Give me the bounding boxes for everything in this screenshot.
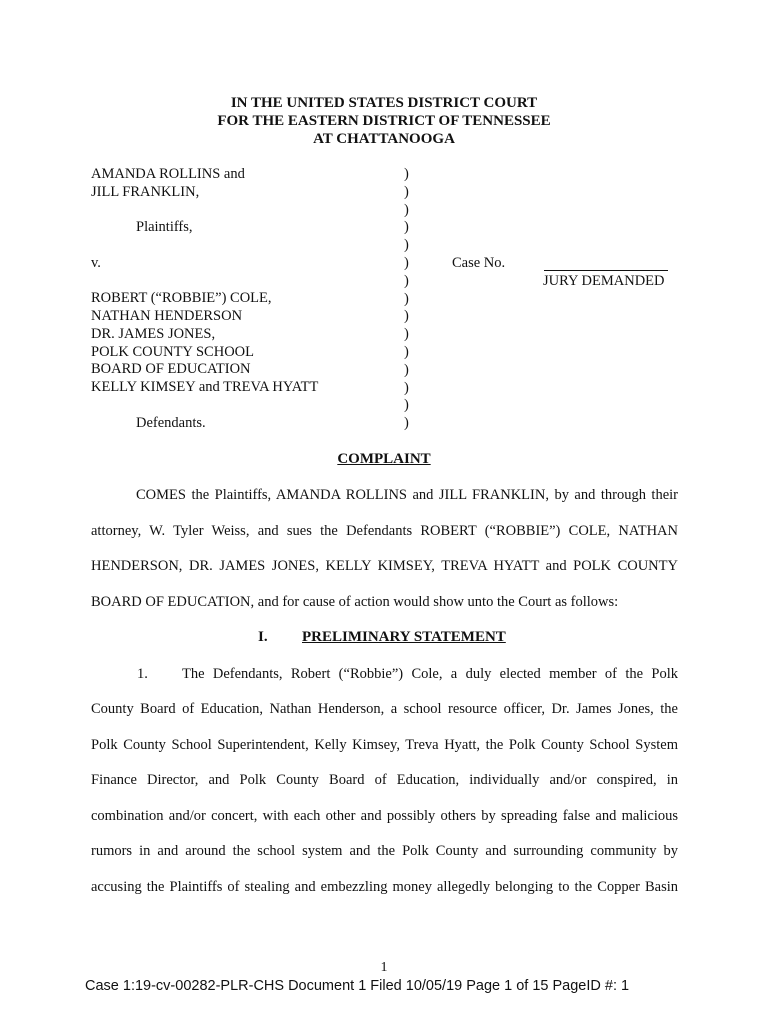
caption-paren: ) [404, 290, 409, 307]
paragraph-line-6: rumors in and around the school system and the Polk County and surrounding community by [91, 843, 678, 859]
court-name-line3: AT CHATTANOOGA [313, 131, 455, 147]
intro-line-4: BOARD OF EDUCATION, and for cause of action would show unto the Court as follows: [91, 594, 619, 610]
defendant-name-5: BOARD OF EDUCATION [91, 361, 251, 377]
section-title: PRELIMINARY STATEMENT [302, 629, 506, 645]
versus: v. [91, 255, 101, 271]
caption-paren: ) [404, 272, 409, 289]
caption-paren: ) [404, 166, 409, 182]
defendant-name-3: DR. JAMES JONES, [91, 326, 216, 342]
caption-paren: ) [404, 237, 409, 254]
court-name-line2: FOR THE EASTERN DISTRICT OF TENNESSEE [217, 113, 551, 129]
intro-line-2: attorney, W. Tyler Weiss, and sues the Defendants ROBERT (“ROBBIE”) COLE, NATHAN [91, 523, 678, 539]
defendant-name-2: NATHAN HENDERSON [91, 308, 243, 324]
case-number-label: Case No. [452, 255, 506, 271]
defendant-name-1: ROBERT (“ROBBIE”) COLE, [91, 290, 272, 306]
case-number-blank [544, 270, 668, 271]
jury-demanded: JURY DEMANDED [543, 273, 665, 289]
complaint-heading: COMPLAINT [337, 451, 431, 467]
section-number: I. [258, 629, 268, 645]
caption-paren: ) [404, 201, 409, 218]
intro-line-3: HENDERSON, DR. JAMES JONES, KELLY KIMSEY, TREVA HYATT and POLK COUNTY [91, 558, 678, 574]
page-number: 1 [380, 960, 388, 975]
caption-paren: ) [404, 326, 409, 343]
intro-line-1: COMES the Plaintiffs, AMANDA ROLLINS and JILL FRANKLIN, by and through their [136, 487, 678, 503]
paragraph-line-5: combination and/or concert, with each other and possibly others by spreading false and malicious [91, 808, 678, 824]
paragraph-line-1: The Defendants, Robert (“Robbie”) Cole, a duly elected member of the Polk [182, 666, 678, 682]
paragraph-number: 1. [137, 666, 148, 682]
caption-paren: ) [404, 308, 409, 325]
caption-paren: ) [404, 379, 409, 396]
court-name-line1: IN THE UNITED STATES DISTRICT COURT [230, 95, 538, 111]
defendant-name-4: POLK COUNTY SCHOOL [91, 344, 254, 360]
caption-paren: ) [404, 219, 409, 236]
paragraph-line-4: Finance Director, and Polk County Board of Education, individually and/or conspired, in [91, 772, 678, 788]
caption-parentheses [404, 166, 409, 433]
filing-footer: Case 1:19-cv-00282-PLR-CHS Document 1 Filed 10/05/19 Page 1 of 15 PageID #: 1 [85, 978, 630, 994]
paragraph-line-2: County Board of Education, Nathan Henderson, a school resource officer, Dr. James Jones, the [91, 701, 678, 717]
plaintiff-name-2: JILL FRANKLIN, [91, 184, 200, 200]
caption-paren: ) [404, 343, 409, 360]
caption-paren: ) [404, 254, 409, 271]
defendant-name-6: KELLY KIMSEY and TREVA HYATT [91, 379, 319, 395]
plaintiffs-role: Plaintiffs, [136, 219, 193, 235]
caption-paren: ) [404, 361, 409, 378]
caption-paren: ) [404, 415, 409, 432]
plaintiff-name-1: AMANDA ROLLINS and [91, 166, 245, 182]
caption-paren: ) [404, 183, 409, 200]
paragraph-line-3: Polk County School Superintendent, Kelly Kimsey, Treva Hyatt, the Polk County School System [91, 737, 678, 753]
paragraph-line-7: accusing the Plaintiffs of stealing and embezzling money allegedly belonging to the Copper Basin [91, 879, 678, 895]
caption-paren: ) [404, 397, 409, 414]
defendants-role: Defendants. [136, 415, 206, 431]
